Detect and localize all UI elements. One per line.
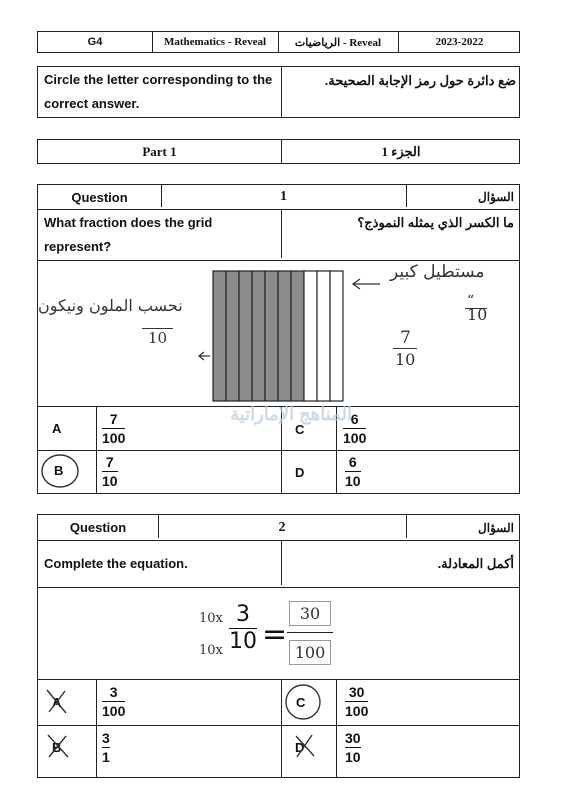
- handwritten-note-left: نحسب الملون ونيكون: [38, 296, 183, 315]
- handwritten-fraction-bar: [465, 308, 487, 309]
- q1-option-c-fraction[interactable]: 6 100: [343, 411, 367, 446]
- grade-label: G4: [87, 36, 103, 48]
- question-1-label-ar: السؤال: [478, 190, 514, 204]
- handwritten-den-mid: 10: [395, 350, 416, 369]
- subject-ar: Reveal - الرياضيات: [294, 36, 382, 49]
- eq-mult-bottom: 10x: [199, 643, 223, 658]
- q2-option-c-fraction[interactable]: 30 100: [345, 684, 369, 719]
- header-table: [37, 31, 520, 53]
- grid-column-unshaded: [330, 271, 343, 401]
- part-en: Part 1: [142, 143, 177, 159]
- q2-option-a-fraction[interactable]: 3 100: [102, 684, 126, 719]
- small-arrow-icon: [197, 350, 211, 362]
- part-row: [37, 139, 520, 164]
- q1-option-c-letter[interactable]: C: [295, 422, 305, 437]
- year-label: 2023-2022: [435, 36, 484, 48]
- answer-circle-mark-2: [283, 682, 323, 722]
- q2-option-d-fraction[interactable]: 30 10: [345, 730, 361, 765]
- cross-mark-a: [44, 688, 70, 716]
- handwritten-fraction-bar-mid: [393, 348, 417, 349]
- handwritten-num-mid: 7: [400, 328, 411, 348]
- instructions-box: [37, 66, 520, 118]
- question-2-label-ar: السؤال: [478, 520, 514, 535]
- q2-option-c-letter[interactable]: C: [296, 695, 306, 710]
- q1-option-d-fraction[interactable]: 6 10: [345, 454, 361, 489]
- cross-mark-b: [44, 732, 72, 760]
- question-2-number: 2: [278, 519, 286, 535]
- grid-column-shaded: [226, 271, 239, 401]
- eq-answer-fraction-bar: [287, 632, 333, 633]
- grid-column-unshaded: [317, 271, 330, 401]
- question-2-text-en: Complete the equation.: [44, 556, 188, 571]
- q1-option-b-letter[interactable]: B: [54, 463, 64, 478]
- eq-answer-denominator-box[interactable]: 100: [289, 640, 331, 665]
- q2-option-d-letter[interactable]: D: [295, 740, 305, 755]
- handwritten-note-right: مستطيل كبير: [390, 262, 485, 282]
- q1-option-d-letter[interactable]: D: [295, 465, 305, 480]
- handwritten-box-left: 10: [142, 328, 173, 347]
- eq-equals-sign: =: [262, 617, 288, 652]
- grid-column-shaded: [278, 271, 291, 401]
- instructions-ar: ضع دائرة حول رمز الإجابة الصحيحة.: [324, 73, 516, 88]
- q2-option-a-letter[interactable]: A: [52, 695, 62, 710]
- part-ar: الجزء 1: [381, 143, 421, 159]
- question-1-text-en: What fraction does the grid represent?: [44, 214, 213, 254]
- question-1-text-ar: ما الكسر الذي يمثله النموذج؟: [357, 215, 514, 230]
- eq-answer-numerator-box[interactable]: 30: [289, 601, 331, 626]
- question-1-label: Question: [71, 189, 128, 205]
- grid-column-shaded: [265, 271, 278, 401]
- handwritten-den-small: 10: [467, 305, 488, 324]
- grid-column-unshaded: [304, 271, 317, 401]
- eq-mult-top: 10x: [199, 611, 223, 626]
- answer-circle-mark: [40, 452, 80, 490]
- subject-en: Mathematics - Reveal: [163, 36, 267, 48]
- grid-column-shaded: [291, 271, 304, 401]
- eq-left-fraction: 3 10: [229, 602, 257, 654]
- cross-mark-d: [290, 732, 318, 760]
- question-1-number: 1: [280, 189, 287, 204]
- question-2-text-ar: أكمل المعادلة.: [437, 555, 514, 571]
- q2-option-b-fraction[interactable]: 3 1: [102, 730, 110, 765]
- arrow-left-icon: [350, 278, 382, 290]
- grid-column-shaded: [239, 271, 252, 401]
- q2-option-b-letter[interactable]: B: [52, 740, 62, 755]
- fraction-grid: [212, 270, 344, 402]
- question-2-label: Question: [69, 520, 127, 535]
- handwritten-num-small: “: [467, 293, 475, 309]
- grid-column-shaded: [252, 271, 265, 401]
- watermark: المناهج الإماراتية: [230, 404, 353, 424]
- q1-option-a-fraction[interactable]: 7 100: [102, 411, 126, 446]
- q1-option-a-letter[interactable]: A: [52, 421, 62, 436]
- instructions-en: Circle the letter corresponding to the correct answer.: [44, 72, 273, 111]
- q1-option-b-fraction[interactable]: 7 10: [102, 454, 118, 489]
- grid-column-shaded: [213, 271, 226, 401]
